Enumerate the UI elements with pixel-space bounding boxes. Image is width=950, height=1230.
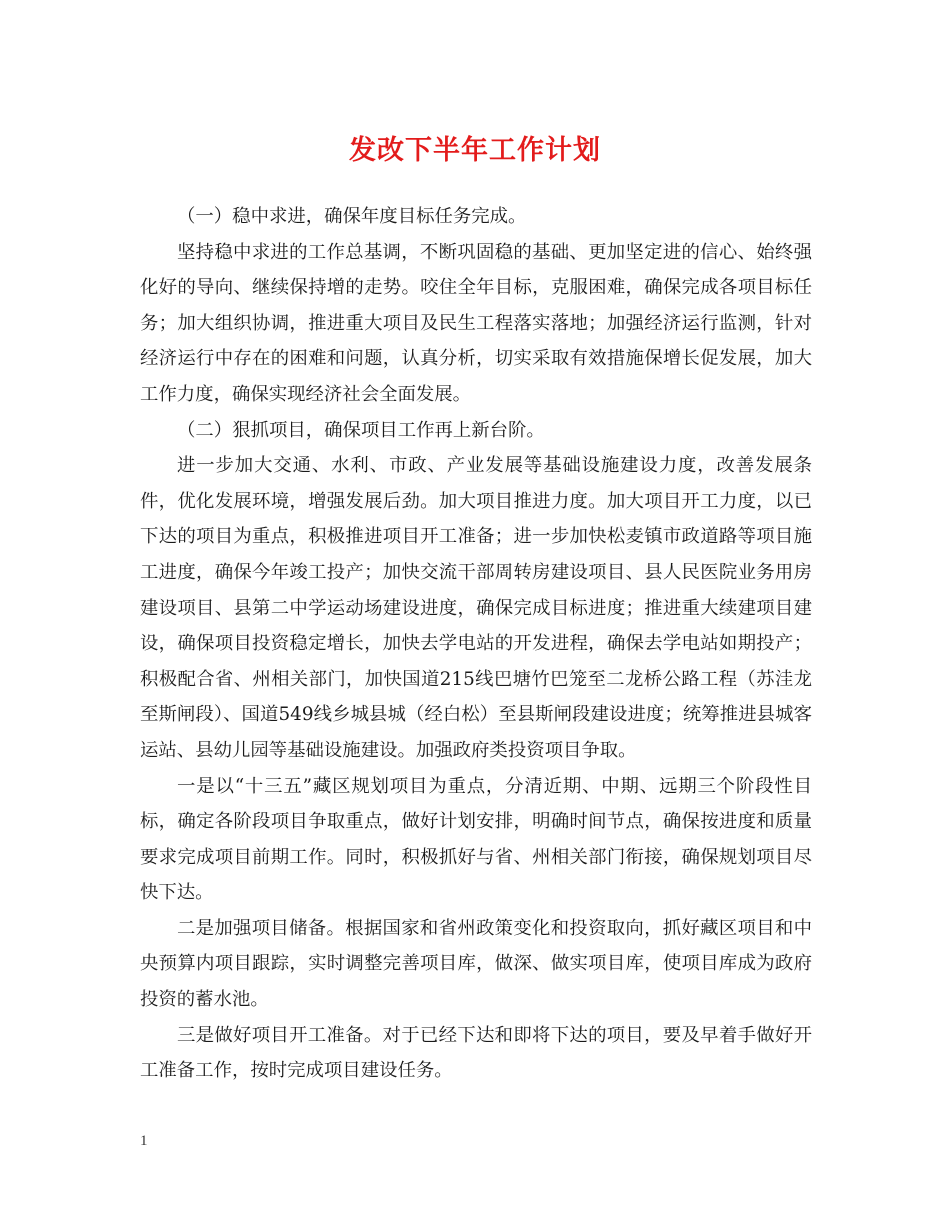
paragraph-point-three: 三是做好项目开工准备。对于已经下达和即将下达的项目，要及早着手做好开工准备工作，按时完成项目建设任务。 <box>140 1024 812 1082</box>
paragraph-point-one: 一是以“十三五”藏区规划项目为重点，分清近期、中期、远期三个阶段性目标，确定各阶段项目争取重点，做好计划安排，明确时间节点，确保按进度和质量要求完成项目前期工作。同时，积极抓好与省、州相关部门衔接，确保规划项目尽快下达。 <box>140 775 812 904</box>
paragraph-point-two: 二是加强项目储备。根据国家和省州政策变化和投资取向，抓好藏区项目和中央预算内项目跟踪，实时调整完善项目库，做深、做实项目库，使项目库成为政府投资的蓄水池。 <box>140 917 812 1011</box>
paragraph-section-1-heading: （一）稳中求进，确保年度目标任务完成。 <box>177 206 527 227</box>
paragraph-section-2-heading: （二）狠抓项目，确保项目工作再上新台阶。 <box>177 419 545 441</box>
document-title: 发改下半年工作计划 <box>349 135 601 166</box>
paragraph-section-2-body: 进一步加大交通、水利、市政、产业发展等基础设施建设力度，改善发展条件，优化发展环境，增强发展后劲。加大项目推进力度。加大项目开工力度，以已下达的项目为重点，积极推进项目开工准备；进一步加快松麦镇市政道路等项目施工进度，确保今年竣工投产；加快交流干部周转房建设项目、县人民医院业务用房建设项目、县第二中学运动场建设进度，确保完成目标进度；推进重大续建项目建设，确保项目投资稳定增长，加快去学电站的开发进程，确保去学电站如期投产；积极配合省、州相关部门，加快国道215线巴塘竹巴笼至二龙桥公路工程（苏洼龙至斯闸段）、国道549线乡城县城（经白松）至县斯闸段建设进度；统筹推进县城客运站、县幼儿园等基础设施建设。加强政府类投资项目争取。 <box>140 455 812 761</box>
document-body <box>140 199 812 1089</box>
paragraph-section-1-body: 坚持稳中求进的工作总基调，不断巩固稳的基础、更加坚定进的信心、始终强化好的导向、继续保持增的走势。咬住全年目标，克服困难，确保完成各项目标任务；加大组织协调，推进重大项目及民生工程落实落地；加强经济运行监测，针对经济运行中存在的困难和问题，认真分析，切实采取有效措施保增长促发展，加大工作力度，确保实现经济社会全面发展。 <box>140 241 812 405</box>
page-number: 1 <box>140 1133 148 1149</box>
